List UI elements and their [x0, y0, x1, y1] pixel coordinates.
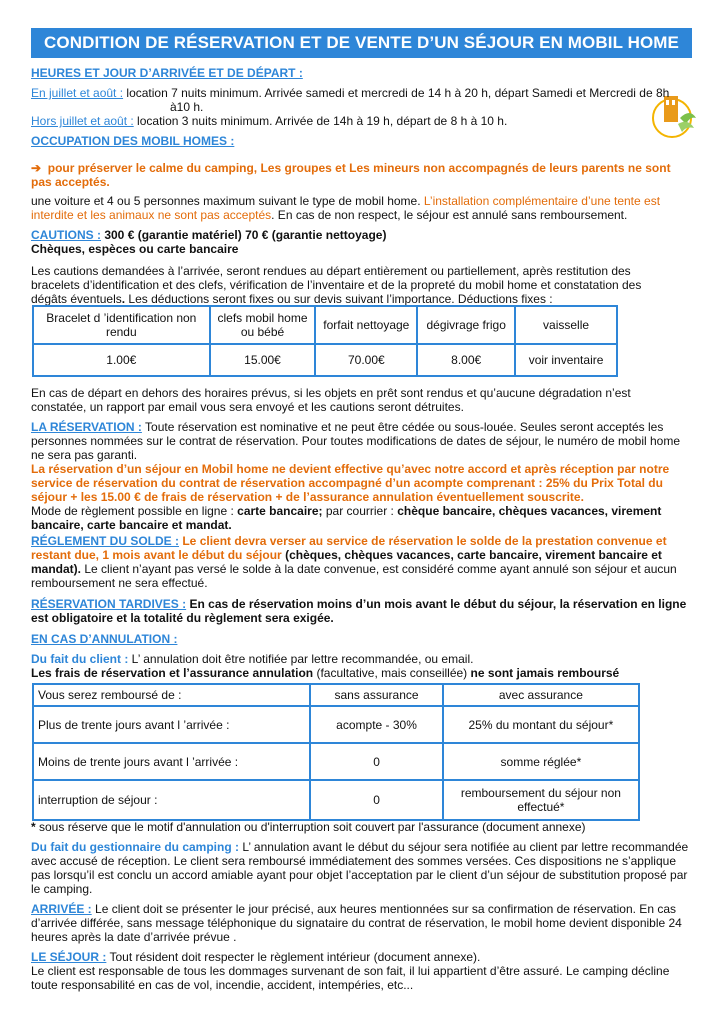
table-header-cell: vaisselle [515, 306, 617, 344]
table-cell: 0 [310, 780, 443, 820]
cautions-text-body: Les cautions demandées à l’arrivée, seront rendues au départ entièrement ou partiellement, après restitution des bracelets d’identification et des clefs, vérification de l’inventaire et de la propreté du mobil home et constatation des dégâts éventuels [31, 264, 642, 306]
table-cell: 1.00€ [33, 344, 210, 376]
table-row [33, 684, 639, 706]
table-cell: 0 [310, 743, 443, 780]
reservation-text: Toute réservation est nominative et ne peut être cédée ou sous-louée. Seules seront acceptés les personnes nommées sur le contrat de réservation. Pour toutes modifications de dates de séjour, le numéro de mobil home ne sera pas garanti. [31, 420, 681, 462]
arrivee-label: ARRIVÉE : [31, 902, 92, 916]
reservation-section [31, 420, 691, 532]
table-cell: 70.00€ [315, 344, 417, 376]
cautions-payment: Chèques, espèces ou carte bancaire [31, 242, 239, 256]
occupation-warning-text: pour préserver le calme du camping, Les groupes et Les mineurs non accompagnés de leurs parents ne sont pas acceptés. [31, 161, 671, 189]
cautions-text-end: Les déductions seront fixes ou sur devis suivant l’importance. Déductions fixes : [125, 292, 553, 306]
sejour-label: LE SÉJOUR : [31, 950, 107, 964]
solde-label: RÉGLEMENT DU SOLDE : [31, 534, 180, 548]
occupation-warning [31, 161, 671, 189]
table-cell: Plus de trente jours avant l ’arrivée : [33, 706, 310, 743]
cautions-section [31, 228, 696, 256]
occupation-text-1: une voiture et 4 ou 5 personnes maximum suivant le type de mobil home. [31, 194, 424, 208]
annulation-gestionnaire [31, 840, 691, 896]
refund-table [32, 683, 640, 821]
gestionnaire-text: L’ annulation avant le début du séjour sera notifiée au client par lettre recommandée avec accusé de réception. Le client sera remboursé immédiatement des sommes versées. Ces dispositions ne s’applique pas lorsqu’il est conclu un accord amiable ayant pour objet l’acceptation par le client d’un séjour de substitution proposé par le camping. [31, 840, 689, 896]
off-season-label: Hors juillet et août : [31, 114, 134, 128]
table-row [33, 706, 639, 743]
occupation-text-2: . En cas de non respect, le séjour est annulé sans remboursement. [271, 208, 628, 222]
table-cell: remboursement du séjour non effectué* [443, 780, 639, 820]
table-cell: 15.00€ [210, 344, 316, 376]
frais-b: (facultative, mais conseillée) [313, 666, 468, 680]
table-cell: interruption de séjour : [33, 780, 310, 820]
annulation-section [31, 632, 696, 646]
off-season-text: location 3 nuits minimum. Arrivée de 14h à 19 h, départ de 8 h à 10 h. [133, 114, 508, 128]
cautions-text: Les cautions demandées à l’arrivée, seront rendues au départ entièrement ou partiellement, après restitution des bracelets d’identification et des clefs, vérification de l’inventaire et de la propreté du mobil home et constatation des dégâts éventuels. Les déductions seront fixes ou sur devis suivant l’importance. Déductions fixes : [31, 264, 642, 306]
reservation-label: LA RÉSERVATION : [31, 420, 142, 434]
solde-bold: (chèques, chèques vacances, carte bancaire, virement bancaire et mandat). [31, 548, 662, 576]
cautions-after [31, 386, 671, 414]
table-row [33, 344, 617, 376]
client-text: L’ annulation doit être notifiée par lettre recommandée, ou email. [128, 652, 474, 666]
table-cell: 25% du montant du séjour* [443, 706, 639, 743]
hours-section [31, 66, 696, 80]
deductions-table [32, 305, 618, 377]
table-header-cell: Bracelet d ’identification non rendu [33, 306, 210, 344]
summer-text-2: à10 h. [170, 100, 204, 114]
page-title: CONDITION DE RÉSERVATION ET DE VENTE D’UN SÉJOUR EN MOBIL HOME [31, 28, 692, 58]
table-row [33, 743, 639, 780]
cautions-label: CAUTIONS : [31, 228, 101, 242]
payment-mode-d: chèque bancaire, chèques vacances, virement bancaire, carte bancaire et mandat. [31, 504, 662, 532]
occupation-text-orange: L’installation complémentaire d’une tente est interdite et les animaux ne sont pas acceptés [31, 194, 661, 222]
solde-orange: Le client devra verser au service de réservation le solde de la prestation convenue et restant due, 1 mois avant le début du séjour [31, 534, 667, 562]
summer-text: location 7 nuits minimum. Arrivée samedi et mercredi de 14 h à 20 h, départ Samedi et Mercredi de 8h [123, 86, 670, 100]
tardives-section [31, 597, 691, 625]
payment-mode-a: Mode de règlement possible en ligne : [31, 504, 238, 518]
sejour-section [31, 950, 691, 992]
table-header-cell: dégivrage frigo [417, 306, 515, 344]
table-cell: somme réglée* [443, 743, 639, 780]
solde-text: Le client n’ayant pas versé le solde à la date convenue, est considéré comme ayant annulé son séjour et aucun remboursement ne sera effectué. [31, 562, 677, 590]
table-header-cell: Vous serez remboursé de : [33, 684, 310, 706]
arrivee-section [31, 902, 691, 944]
annulation-heading: EN CAS D’ANNULATION : [31, 632, 178, 646]
cautions-amounts: 300 € (garantie matériel) 70 € (garantie nettoyage) [101, 228, 387, 242]
occupation-heading: OCCUPATION DES MOBIL HOMES : [31, 134, 235, 148]
table-header-cell: avec assurance [443, 684, 639, 706]
solde-section [31, 534, 681, 590]
hours-heading: HEURES ET JOUR D’ARRIVÉE ET DE DÉPART : [31, 66, 303, 80]
arrow-right-icon: ➔ [31, 161, 42, 175]
annulation-note [31, 820, 696, 834]
table-cell: acompte - 30% [310, 706, 443, 743]
sejour-text-1: Tout résident doit respecter le règlement intérieur (document annexe). [106, 950, 481, 964]
table-row [33, 780, 639, 820]
note-text: sous réserve que le motif d'annulation ou d'interruption soit couvert par l'assurance (document annexe) [35, 820, 586, 834]
table-cell: 8.00€ [417, 344, 515, 376]
hours-summer [31, 86, 696, 128]
frais-c: ne sont jamais remboursé [467, 666, 620, 680]
tardives-text: En cas de réservation moins d’un mois avant le début du séjour, la réservation en ligne est obligatoire et la totalité du règlement sera exigée. [31, 597, 687, 625]
table-header-cell: sans assurance [310, 684, 443, 706]
table-cell: voir inventaire [515, 344, 617, 376]
table-header-cell: clefs mobil home ou bébé [210, 306, 316, 344]
sejour-text-2: Le client est responsable de tous les dommages survenant de son fait, il lui appartient d’être assuré. Le camping décline toute responsabilité en cas de vol, incendie, accident, intempéries, etc... [31, 964, 670, 992]
note-star: * [31, 820, 36, 834]
occupation-section [31, 134, 696, 148]
reservation-orange: La réservation d’un séjour en Mobil home ne devient effective qu’avec notre accord et après réception par notre service de réservation du contrat de réservation accompagné d’un acompte comprenant : 25% du Prix Total du séjour + les 15.00 € de frais de réservation + de l’assurance annulation éventuellement souscrite. [31, 462, 670, 504]
tardives-label: RÉSERVATION TARDIVES : [31, 597, 187, 611]
frais-a: Les frais de réservation et l’assurance annulation [31, 666, 314, 680]
payment-mode-c: par courrier : [322, 504, 398, 518]
payment-mode-b: carte bancaire; [237, 504, 323, 518]
arrivee-text: Le client doit se présenter le jour précisé, aux heures mentionnées sur sa confirmation de réservation. En cas d’arrivée différée, sans message téléphonique du signataire du contrat de réservation, le mobil home devient disponible 24 heures après la date d’arrivée prévue . [31, 902, 682, 944]
table-header-cell: forfait nettoyage [315, 306, 417, 344]
summer-label: En juillet et août : [31, 86, 124, 100]
client-label: Du fait du client : [31, 652, 129, 666]
gestionnaire-label: Du fait du gestionnaire du camping : [31, 840, 240, 854]
annulation-client [31, 652, 696, 680]
occupation-text [31, 194, 671, 222]
table-row [33, 306, 617, 344]
table-cell: Moins de trente jours avant l ’arrivée : [33, 743, 310, 780]
cautions-after-text: En cas de départ en dehors des horaires prévus, si les objets en prêt sont rendus et qu’aucune dégradation n’est constatée, un rapport par email vous sera envoyé et les cautions seront détruites. [31, 386, 631, 414]
